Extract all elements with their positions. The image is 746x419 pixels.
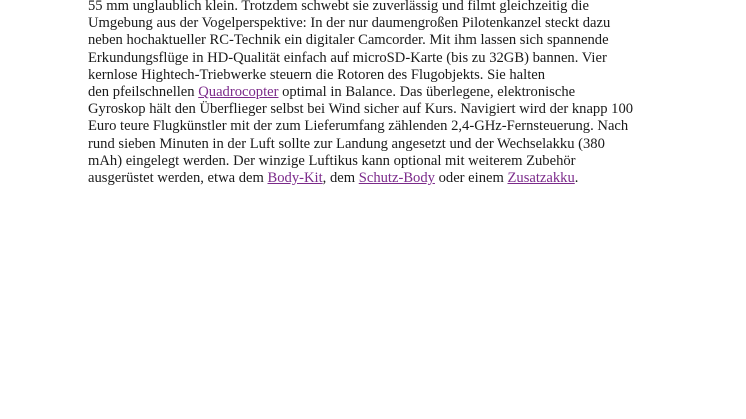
text-line: Umgebung aus der Vogelperspektive: In der nur daumengroßen Pilotenkanzel steckt dazu xyxy=(88,15,611,32)
text-line: Euro teure Flugkünstler mit der zum Lieferumfang zählenden 2,4-GHz-Fernsteuerung. Nach xyxy=(88,118,629,135)
text-line: kernlose Hightech-Triebwerke steuern die Rotoren des Flugobjekts. Sie halten xyxy=(88,66,546,83)
text-segment: optimal in Balance. Das überlegene, elektronische xyxy=(278,84,576,101)
link-schutz-body[interactable]: Schutz-Body xyxy=(358,170,435,187)
link-quadrocopter[interactable]: Quadrocopter xyxy=(198,84,279,101)
text-line xyxy=(88,170,668,187)
text-segment: oder einem xyxy=(434,170,508,187)
text-line: mAh) eingelegt werden. Der winzige Luftikus kann optional mit weiterem Zubehör xyxy=(88,152,576,169)
text-segment: ausgerüstet werden, etwa dem xyxy=(88,170,268,187)
text-line: Gyroskop hält den Überflieger selbst bei Wind sicher auf Kurs. Navigiert wird der knapp 100 xyxy=(88,101,634,118)
text-segment: den pfeilschnellen xyxy=(88,84,199,101)
link-zusatzakku[interactable]: Zusatzakku xyxy=(507,170,575,187)
article-body xyxy=(88,0,668,187)
text-line: 55 mm unglaublich klein. Trotzdem schwebt sie zuverlässig und filmt gleichzeitig die xyxy=(88,0,589,14)
text-line xyxy=(88,84,668,101)
text-line: Erkundungsflüge in HD-Qualität einfach auf microSD-Karte (bis zu 32GB) bannen. Vier xyxy=(88,49,607,66)
link-body-kit[interactable]: Body-Kit xyxy=(267,170,323,187)
text-line: neben hochaktueller RC-Technik ein digitaler Camcorder. Mit ihm lassen sich spannende xyxy=(88,32,609,49)
text-line: rund sieben Minuten in der Luft sollte zur Landung angesetzt und der Wechselakku (380 xyxy=(88,135,605,152)
text-segment: , dem xyxy=(322,170,359,187)
text-segment: . xyxy=(574,170,579,187)
